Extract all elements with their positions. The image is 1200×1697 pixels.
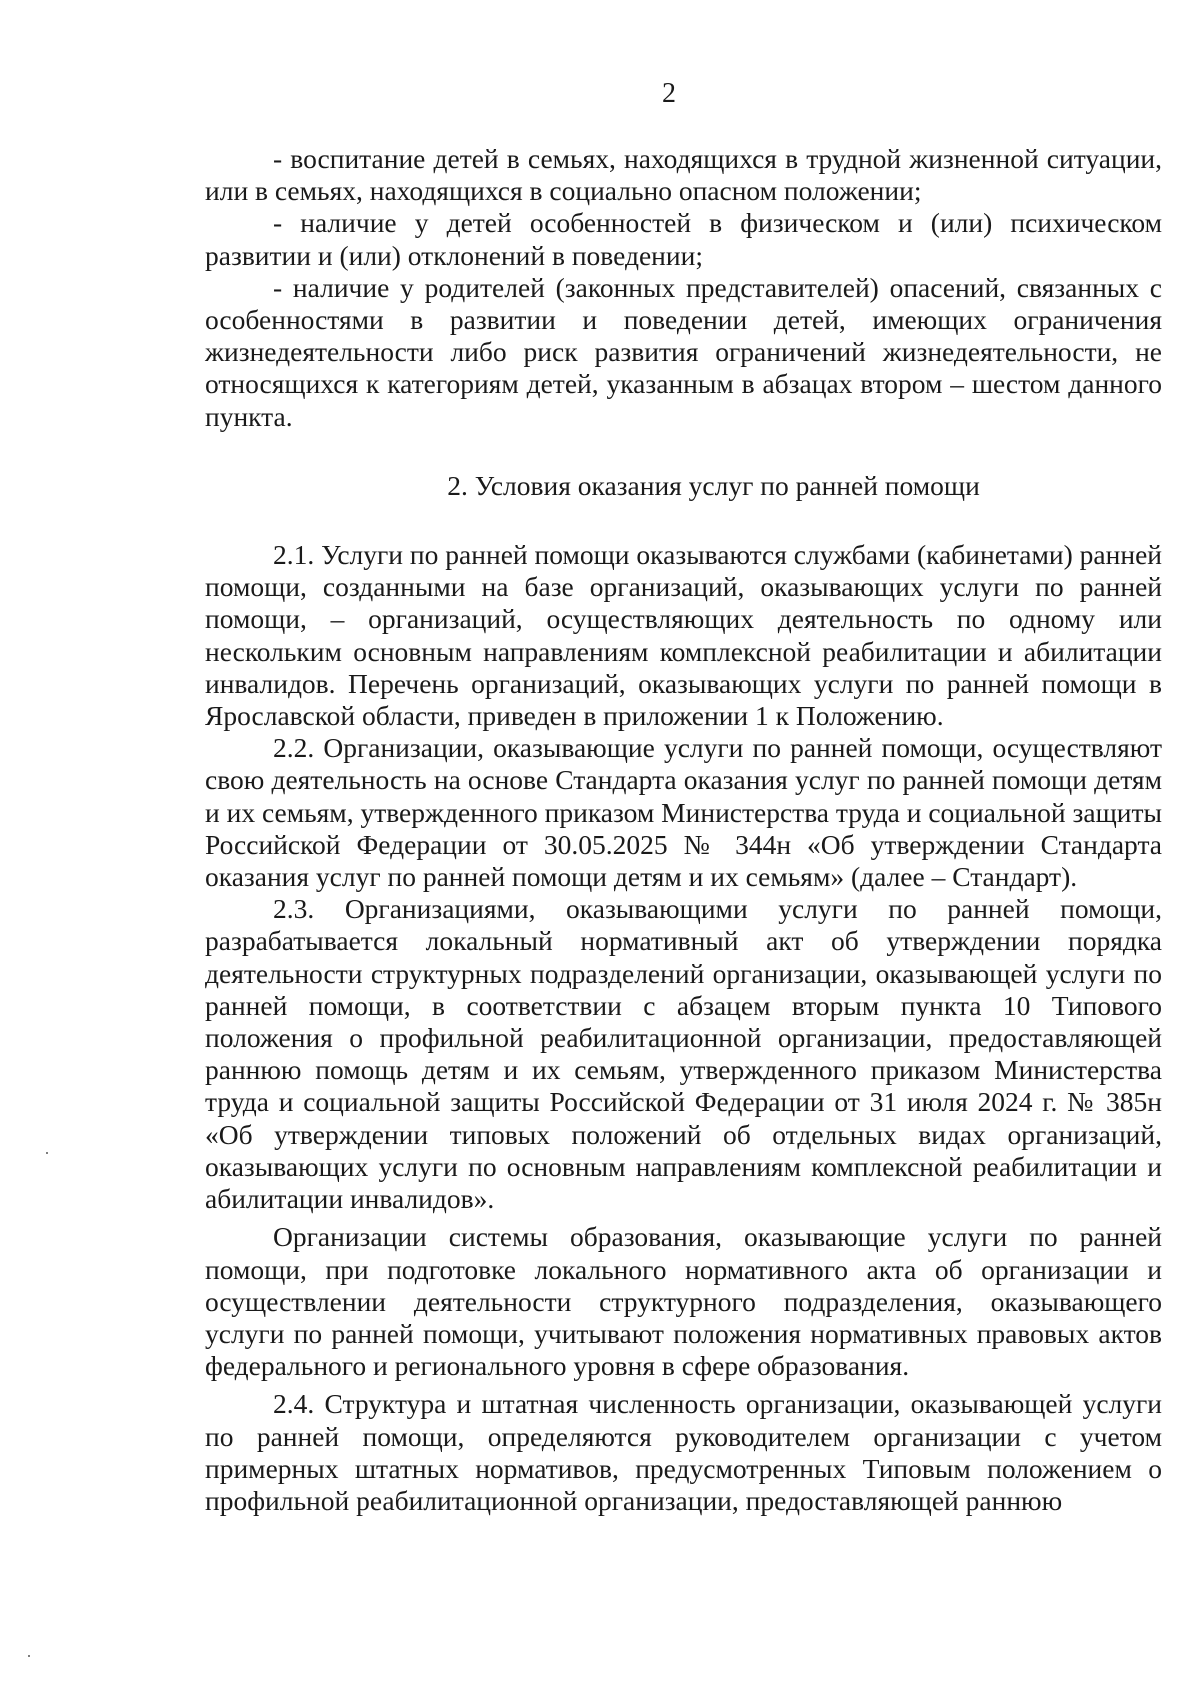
intro-list-item: - наличие у детей особенностей в физическом и (или) психическом развитии и (или) отклонений в поведении; bbox=[205, 207, 1162, 271]
intro-list-item: - наличие у родителей (законных представителей) опасений, связанных с особенностями в развитии и поведении детей, имеющих ограничения жизнедеятельности либо риск развития ограничений жизнедеятельности, не относящихся к категориям детей, указанным в абзацах втором – шестом данного пункта. bbox=[205, 271, 1162, 432]
document-body bbox=[205, 143, 1162, 1517]
scan-speck bbox=[28, 1655, 30, 1657]
paragraph-education-orgs: Организации системы образования, оказывающие услуги по ранней помощи, при подготовке локального нормативного акта об организации и осуществлении деятельности структурного подразделения, оказывающего услуги по ранней помощи, учитывают положения нормативных правовых актов федерального и регионального уровня в сфере образования. bbox=[205, 1221, 1162, 1382]
scan-speck bbox=[46, 1152, 48, 1154]
paragraph-2-3: 2.3. Организациями, оказывающими услуги по ранней помощи, разрабатывается локальный нормативный акт об утверждении порядка деятельности структурных подразделений организации, оказывающей услуги по ранней помощи, в соответствии с абзацем вторым пункта 10 Типового положения о профильной реабилитационной организации, предоставляющей раннюю помощь детям и их семьям, утвержденного приказом Министерства труда и социальной защиты Российской Федерации от 31 июля 2024 г. № 385н «Об утверждении типовых положений об отдельных видах организаций, оказывающих услуги по основным направлениям комплексной реабилитации и абилитации инвалидов». bbox=[205, 893, 1162, 1215]
paragraph-2-4: 2.4. Структура и штатная численность организации, оказывающей услуги по ранней помощи, определяются руководителем организации с учетом примерных штатных нормативов, предусмотренных Типовым положением о профильной реабилитационной организации, предоставляющей раннюю bbox=[205, 1388, 1162, 1516]
section-heading: 2. Условия оказания услуг по ранней помощи bbox=[447, 469, 980, 501]
paragraph-2-1: 2.1. Услуги по ранней помощи оказываются службами (кабинетами) ранней помощи, созданными на базе организаций, оказывающих услуги по ранней помощи, – организаций, осуществляющих деятельность по одному или нескольким основным направлениям комплексной реабилитации и абилитации инвалидов. Перечень организаций, оказывающих услуги по ранней помощи в Ярославской области, приведен в приложении 1 к Положению. bbox=[205, 539, 1162, 732]
paragraph-2-2: 2.2. Организации, оказывающие услуги по ранней помощи, осуществляют свою деятельность на основе Стандарта оказания услуг по ранней помощи детям и их семьям, утвержденного приказом Министерства труда и социальной защиты Российской Федерации от 30.05.2025 № 344н «Об утверждении Стандарта оказания услуг по ранней помощи детям и их семьям» (далее – Стандарт). bbox=[205, 732, 1162, 893]
intro-list-item: - воспитание детей в семьях, находящихся в трудной жизненной ситуации, или в семьях, находящихся в социально опасном положении; bbox=[205, 143, 1162, 207]
page-number: 2 bbox=[662, 78, 676, 109]
